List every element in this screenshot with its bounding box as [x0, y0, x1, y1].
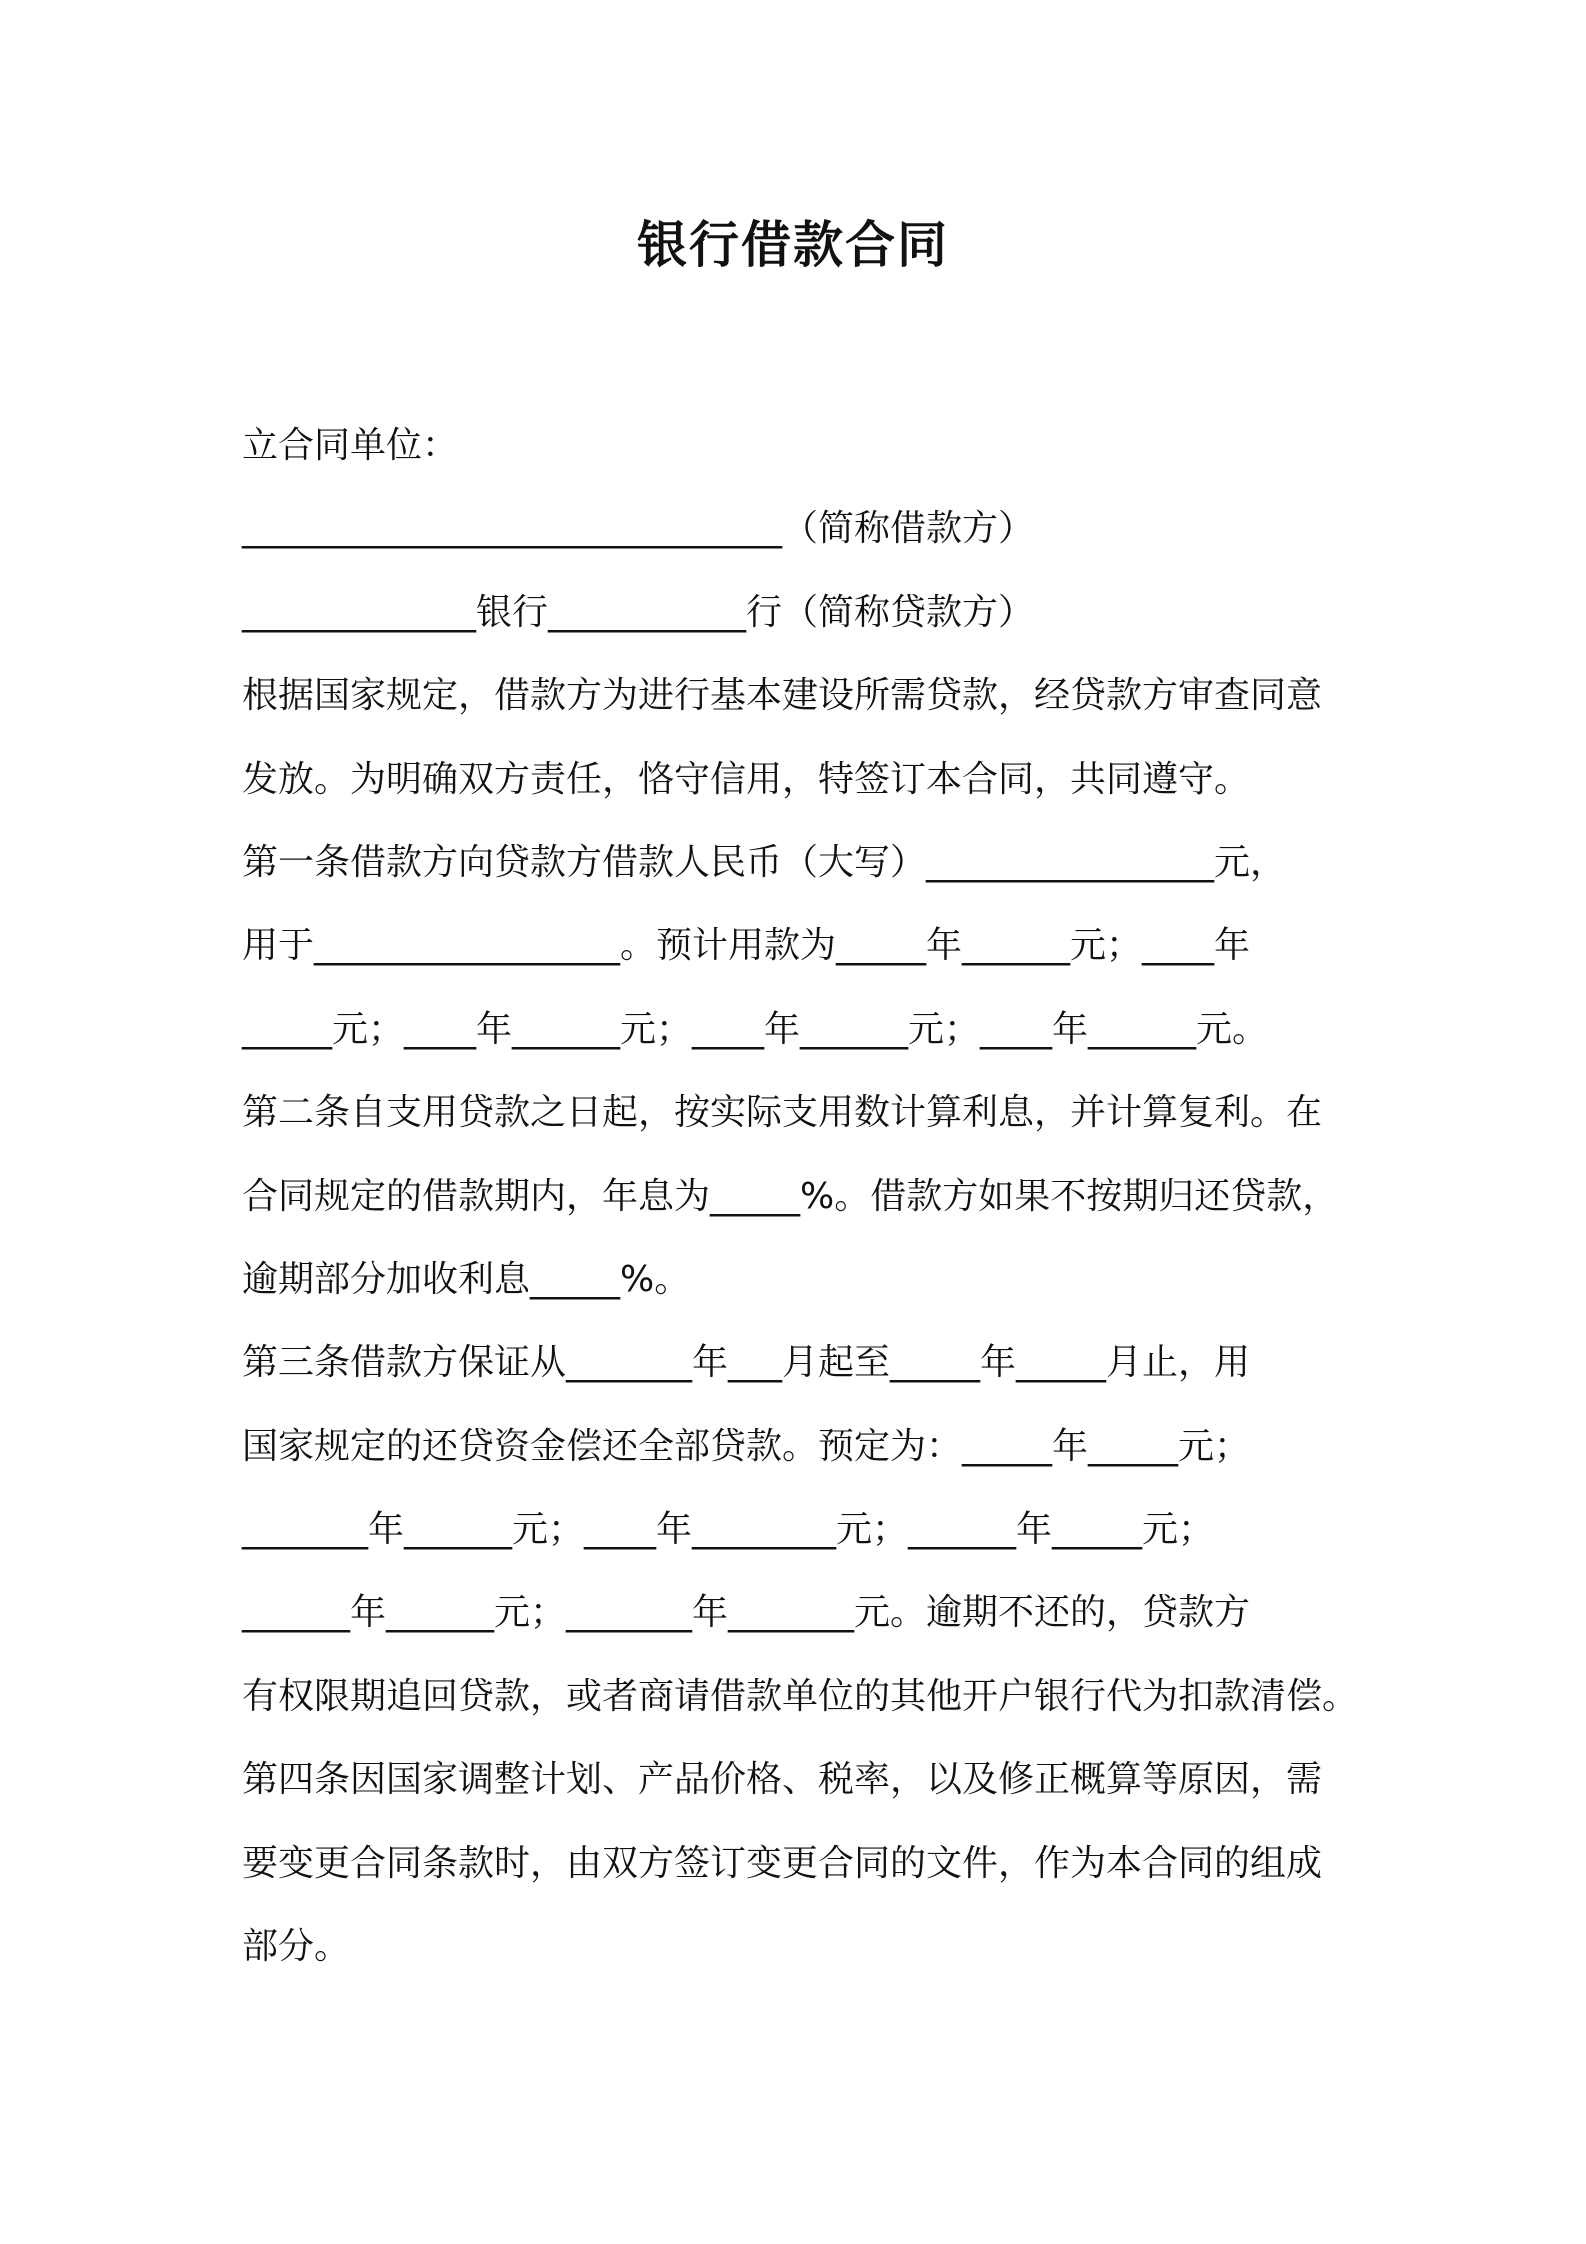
- article-4-line-3: 部分。: [242, 1926, 351, 1968]
- article-1-line-3: _____元；____年______元；____年______元；____年______元。: [242, 1008, 1268, 1050]
- article-4-line-1: 第四条因国家调整计划、产品价格、税率，以及修正概算等原因，需: [242, 1759, 1323, 1801]
- preamble-line-2: 发放。为明确双方责任，恪守信用，特签订本合同，共同遵守。: [242, 758, 1251, 800]
- article-3-line-1: 第三条借款方保证从_______年___月起至_____年_____月止，用: [242, 1342, 1251, 1384]
- article-1-line-1: 第一条借款方向贷款方借款人民币（大写）________________元，: [242, 841, 1287, 883]
- article-3-line-2: 国家规定的还贷资金偿还全部贷款。预定为：_____年_____元；: [242, 1425, 1251, 1467]
- article-4-line-2: 要变更合同条款时，由双方签订变更合同的文件，作为本合同的组成: [242, 1842, 1323, 1884]
- contract-parties-label: 立合同单位：: [242, 425, 459, 466]
- lender-line: _____________银行___________行（简称贷款方）: [242, 591, 1035, 633]
- article-2-line-2: 合同规定的借款期内，年息为_____%。借款方如果不按期归还贷款，: [242, 1175, 1339, 1217]
- article-1-line-2: 用于_________________。预计用款为_____年______元；____年: [242, 925, 1251, 967]
- article-2-line-3: 逾期部分加收利息_____%。: [242, 1258, 691, 1300]
- borrower-line: ______________________________（简称借款方）: [242, 508, 1035, 550]
- article-3-line-3: _______年______元；____年________元；______年_____元；: [242, 1509, 1214, 1551]
- document-body: [242, 404, 1392, 1988]
- article-2-line-1: 第二条自支用贷款之日起，按实际支用数计算利息，并计算复利。在: [242, 1092, 1323, 1134]
- article-3-line-4: ______年______元；_______年_______元。逾期不还的，贷款方: [242, 1592, 1251, 1634]
- preamble-line-1: 根据国家规定，借款方为进行基本建设所需贷款，经贷款方审查同意: [242, 675, 1323, 717]
- document-title: 银行借款合同: [637, 216, 949, 274]
- article-3-line-5: 有权限期追回贷款，或者商请借款单位的其他开户银行代为扣款清偿。: [242, 1675, 1359, 1717]
